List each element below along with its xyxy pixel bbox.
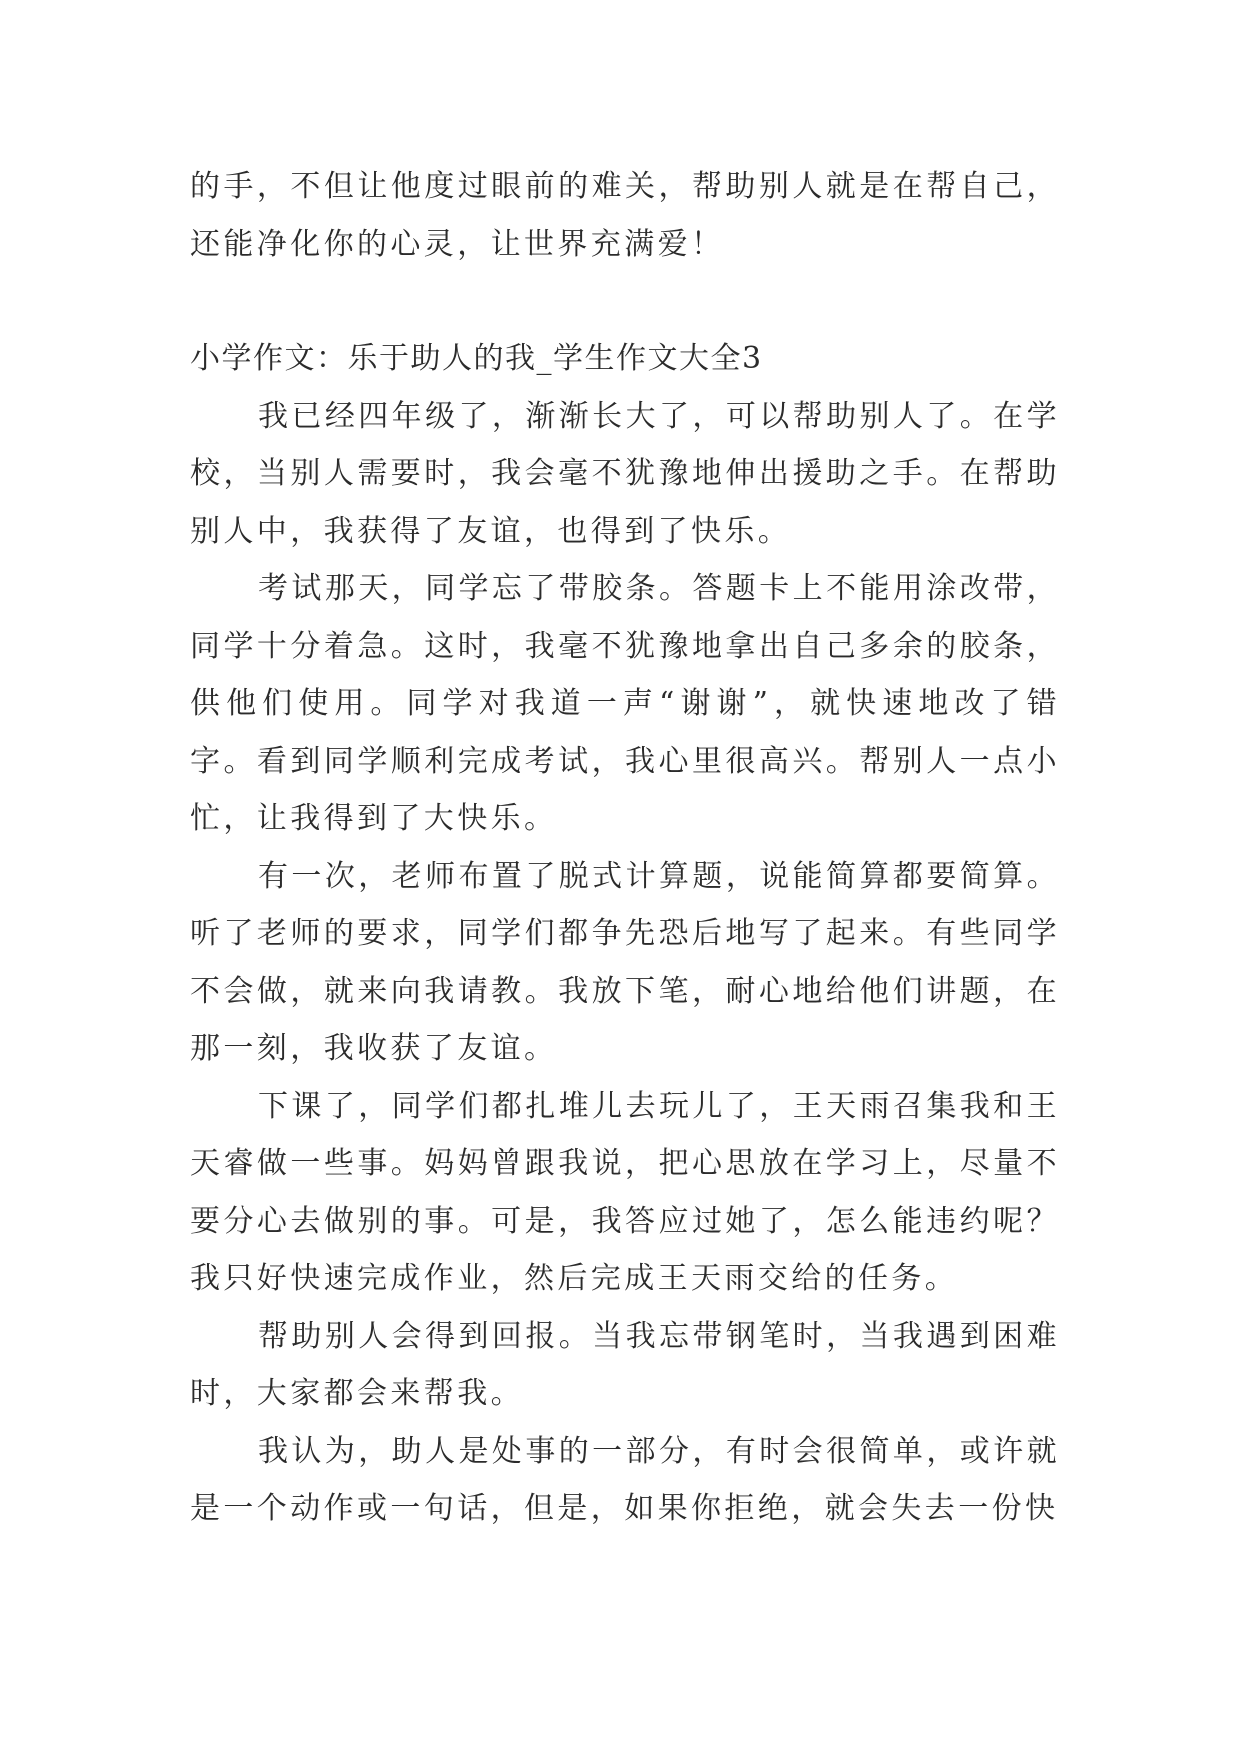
paragraph-3: 有一次，老师布置了脱式计算题，说能简算都要简算。听了老师的要求，同学们都争先恐后地写了起来。有些同学不会做，就来向我请教。我放下笔，耐心地给他们讲题，在那一刻，我收获了友谊。: [190, 858, 1060, 1066]
continuation-paragraph: 的手，不但让他度过眼前的难关，帮助别人就是在帮自己，还能净化你的心灵，让世界充满爱！: [190, 169, 1060, 262]
document-body: [190, 158, 1060, 1538]
paragraph-6: 我认为，助人是处事的一部分，有时会很简单，或许就是一个动作或一句话，但是，如果你拒绝，就会失去一份快: [190, 1433, 1060, 1526]
section-gap: [190, 273, 1060, 330]
paragraph-4: 下课了，同学们都扎堆儿去玩儿了，王天雨召集我和王天睿做一些事。妈妈曾跟我说，把心思放在学习上，尽量不要分心去做别的事。可是，我答应过她了，怎么能违约呢？我只好快速完成作业，然后完成王天雨交给的任务。: [190, 1088, 1060, 1296]
paragraph-5: 帮助别人会得到回报。当我忘带钢笔时，当我遇到困难时，大家都会来帮我。: [190, 1318, 1060, 1411]
section-heading: 小学作文：乐于助人的我_学生作文大全3: [190, 341, 763, 376]
paragraph-2: 考试那天，同学忘了带胶条。答题卡上不能用涂改带，同学十分着急。这时，我毫不犹豫地拿出自己多余的胶条，供他们使用。同学对我道一声“谢谢”，就快速地改了错字。看到同学顺利完成考试，我心里很高兴。帮别人一点小忙，让我得到了大快乐。: [190, 571, 1060, 836]
paragraph-1: 我已经四年级了，渐渐长大了，可以帮助别人了。在学校，当别人需要时，我会毫不犹豫地伸出援助之手。在帮助别人中，我获得了友谊，也得到了快乐。: [190, 398, 1060, 549]
